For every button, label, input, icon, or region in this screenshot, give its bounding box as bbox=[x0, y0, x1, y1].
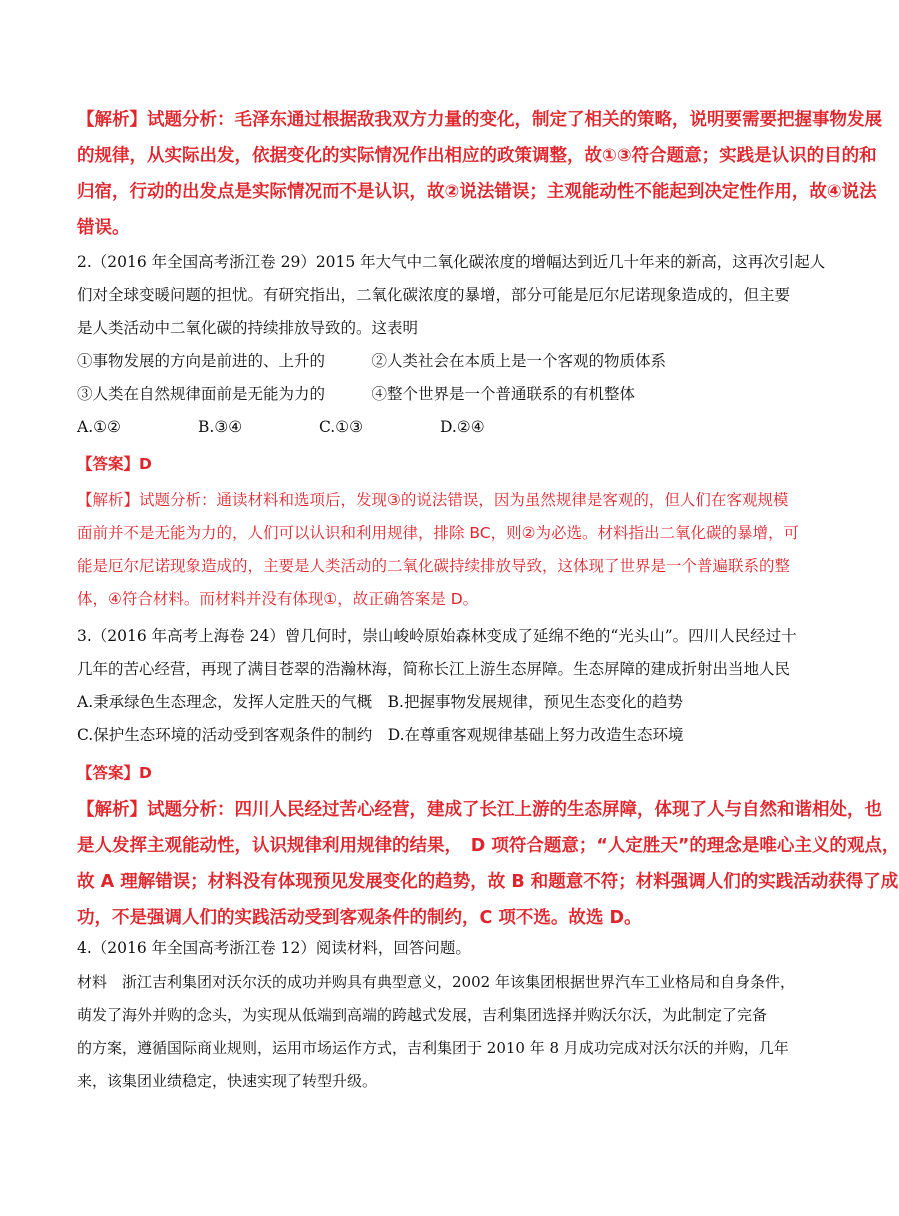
option-b: B.③④ bbox=[198, 418, 243, 436]
explanation-line: 【解析】试题分析：毛泽东通过根据敌我双方力量的变化，制定了相关的策略，说明要需要把握事物发展 bbox=[77, 110, 882, 130]
explanation-line: 面前并不是无能为力的，人们可以认识和利用规律，排除 BC，则②为必选。材料指出二氧化碳的暴增，可 bbox=[77, 524, 800, 542]
explanation-line: 的规律，从实际出发，依据变化的实际情况作出相应的政策调整，故①③符合题意；实践是认识的目的和 bbox=[77, 146, 877, 166]
answer-q3: 【答案】D bbox=[77, 764, 152, 782]
explanation-line: 错误。 bbox=[77, 218, 130, 238]
question-stem-line: 是人类活动中二氧化碳的持续排放导致的。这表明 bbox=[77, 319, 419, 337]
option-d: D.②④ bbox=[440, 418, 485, 436]
material-line: 材料 浙江吉利集团对沃尔沃的成功并购具有典型意义，2002 年该集团根据世界汽车工业格局和自身条件， bbox=[77, 973, 795, 991]
question-stem-line: 4.（2016 年全国高考浙江卷 12）阅读材料，回答问题。 bbox=[77, 939, 471, 957]
question-3 bbox=[77, 620, 797, 752]
option-line: C.保护生态环境的活动受到客观条件的制约 D.在尊重客观规律基础上努力改造生态环境 bbox=[77, 726, 684, 744]
explanation-line: 【解析】试题分析：四川人民经过苦心经营，建成了长江上游的生态屏障，体现了人与自然和谐相处，也 bbox=[77, 800, 882, 820]
material-line: 萌发了海外并购的念头，为实现从低端到高端的跨越式发展，吉利集团选择并购沃尔沃，为此制定了完备 bbox=[77, 1006, 768, 1024]
question-stem-line: 们对全球变暖问题的担忧。有研究指出，二氧化碳浓度的暴增，部分可能是厄尔尼诺现象造成的，但主要 bbox=[77, 286, 791, 304]
statement-line: ①事物发展的方向是前进的、上升的 ②人类社会在本质上是一个客观的物质体系 bbox=[77, 352, 667, 370]
question-stem-line: 几年的苦心经营，再现了满目苍翠的浩瀚林海，简称长江上游生态屏障。生态屏障的建成折射出当地人民 bbox=[77, 660, 791, 678]
answer-options bbox=[77, 411, 787, 444]
question-2 bbox=[77, 246, 826, 444]
answer-q2: 【答案】D bbox=[77, 455, 152, 473]
option-a: A.①② bbox=[77, 418, 121, 436]
explanation-line: 【解析】试题分析：通读材料和选项后，发现③的说法错误，因为虽然规律是客观的，但人们在客观规模 bbox=[77, 491, 789, 509]
question-stem-line: 2.（2016 年全国高考浙江卷 29）2015 年大气中二氧化碳浓度的增幅达到近几十年来的新高，这再次引起人 bbox=[77, 253, 826, 271]
explanation-line: 故 A 理解错误；材料没有体现预见发展变化的趋势，故 B 和题意不符；材料强调人们的实践活动获得了成 bbox=[77, 872, 899, 892]
explanation-line: 是人发挥主观能动性，认识规律利用规律的结果， D 项符合题意；“人定胜天”的理念是唯心主义的观点， bbox=[77, 836, 899, 856]
question-stem-line: 3.（2016 年高考上海卷 24）曾几何时，崇山峻岭原始森林变成了延绵不绝的“光头山”。四川人民经过十 bbox=[77, 627, 797, 645]
explanation-q3 bbox=[77, 792, 899, 936]
material-line: 的方案，遵循国际商业规则，运用市场运作方式，吉利集团于 2010 年 8 月成功完成对沃尔沃的并购，几年 bbox=[77, 1039, 789, 1057]
explanation-line: 能是厄尔尼诺现象造成的，主要是人类活动的二氧化碳持续排放导致，这体现了世界是一个普遍联系的整 bbox=[77, 557, 791, 575]
explanation-q2 bbox=[77, 484, 800, 616]
explanation-line: 体，④符合材料。而材料并没有体现①，故正确答案是 D。 bbox=[77, 590, 479, 608]
material-line: 来，该集团业绩稳定，快速实现了转型升级。 bbox=[77, 1072, 378, 1090]
question-4 bbox=[77, 932, 787, 965]
option-c: C.①③ bbox=[319, 418, 364, 436]
explanation-line: 归宿，行动的出发点是实际情况而不是认识，故②说法错误；主观能动性不能起到决定性作用，故④说法 bbox=[77, 182, 877, 202]
statement-line: ③人类在自然规律面前是无能为力的 ④整个世界是一个普通联系的有机整体 bbox=[77, 385, 636, 403]
explanation-line: 功，不是强调人们的实践活动受到客观条件的制约，C 项不选。故选 D。 bbox=[77, 908, 642, 928]
explanation-q1 bbox=[77, 102, 882, 246]
option-line: A.秉承绿色生态理念，发挥人定胜天的气概 B.把握事物发展规律，预见生态变化的趋势 bbox=[77, 693, 683, 711]
material-q4 bbox=[77, 966, 795, 1098]
